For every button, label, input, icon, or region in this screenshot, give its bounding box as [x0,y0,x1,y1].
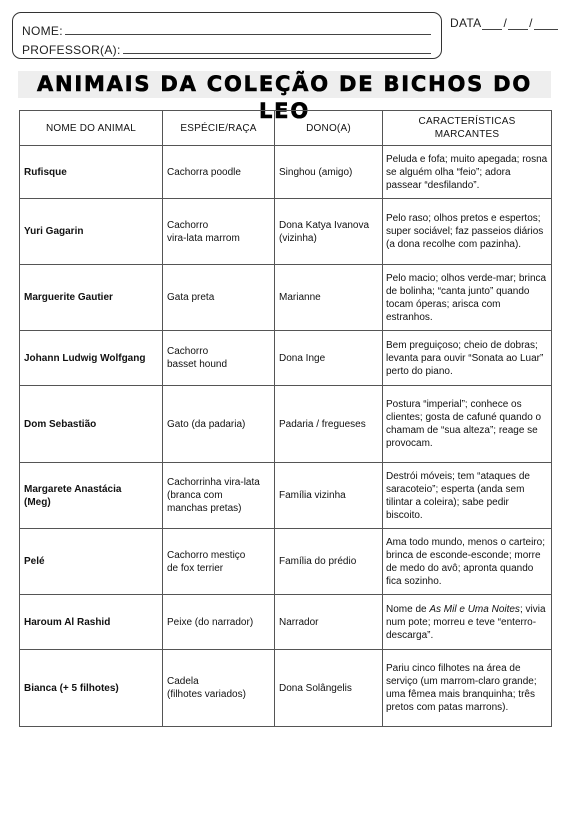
table-row [20,463,552,529]
date-month-blank[interactable] [508,19,528,30]
col-header-especie: ESPÉCIE/RAÇA [163,111,275,146]
table-header-row [20,111,552,146]
date-year-blank[interactable] [534,19,558,30]
book-title: As Mil e Uma Noites [429,603,520,615]
cell-especie: Gata preta [163,265,275,331]
cell-especie: Cadela (filhotes variados) [163,650,275,727]
cell-dono: Família vizinha [275,463,383,529]
cell-caracteristicas: Pelo raso; olhos pretos e espertos; super sociável; faz passeios diários (a dona recolhe com pazinha). [383,199,552,265]
cell-especie: Gato (da padaria) [163,386,275,463]
cell-caracteristicas: Pelo macio; olhos verde-mar; brinca de bolinha; “canta junto” quando tocam óperas; arisca com estranhos. [383,265,552,331]
date-field[interactable] [450,16,559,30]
cell-dono: Padaria / fregueses [275,386,383,463]
cell-caracteristicas: Peluda e fofa; muito apegada; rosna se alguém olha “feio”; adora passear “desfilando”. [383,146,552,199]
cell-nome: Haroum Al Rashid [20,595,163,650]
cell-dono: Dona Katya Ivanova (vizinha) [275,199,383,265]
cell-nome: Yuri Gagarin [20,199,163,265]
table-row [20,146,552,199]
table-row [20,265,552,331]
cell-especie: Cachorro mestiço de fox terrier [163,529,275,595]
table-row [20,199,552,265]
cell-dono: Marianne [275,265,383,331]
date-label: DATA [450,16,482,30]
cell-especie: Cachorrinha vira-lata (branca com manchas pretas) [163,463,275,529]
date-sep-1: / [503,16,508,30]
animals-table [19,110,552,727]
table-row [20,386,552,463]
cell-nome: Bianca (+ 5 filhotes) [20,650,163,727]
cell-especie: Peixe (do narrador) [163,595,275,650]
date-sep-2: / [529,16,533,30]
cell-dono: Singhou (amigo) [275,146,383,199]
cell-caracteristicas-text-post: ; vivia num pote; morreu e teve “enterro-descarga”. [386,603,546,641]
col-header-nome: NOME DO ANIMAL [20,111,163,146]
professor-line[interactable] [22,38,431,57]
table-row [20,650,552,727]
date-day-blank[interactable] [482,19,502,30]
student-info-box [12,12,442,59]
nome-label: NOME: [22,24,63,38]
cell-especie: Cachorro basset hound [163,331,275,386]
col-header-dono: DONO(A) [275,111,383,146]
professor-label: PROFESSOR(A): [22,43,121,57]
cell-nome: Marguerite Gautier [20,265,163,331]
cell-caracteristicas-text-pre: Nome de [386,603,430,615]
cell-dono: Narrador [275,595,383,650]
cell-nome: Dom Sebastião [20,386,163,463]
page-title-bar [18,71,551,123]
cell-nome: Rufisque [20,146,163,199]
cell-nome: Pelé [20,529,163,595]
col-header-caracteristicas: CARACTERÍSTICAS MARCANTES [383,111,552,146]
cell-caracteristicas: Bem preguiçoso; cheio de dobras; levanta para ouvir “Sonata ao Luar” perto do piano. [383,331,552,386]
nome-blank[interactable] [65,34,431,35]
cell-nome: Margarete Anastácia (Meg) [20,463,163,529]
table-row [20,529,552,595]
cell-especie: Cachorra poodle [163,146,275,199]
table-row [20,595,552,650]
cell-caracteristicas [383,595,552,650]
cell-nome: Johann Ludwig Wolfgang [20,331,163,386]
cell-caracteristicas: Destrói móveis; tem “ataques de saracoteio”; esperta (anda sem tilintar a coleira); sabe pedir biscoito. [383,463,552,529]
table-row [20,331,552,386]
cell-especie: Cachorro vira-lata marrom [163,199,275,265]
page-title: ANIMAIS DA COLEÇÃO DE BICHOS DO LEO [36,72,533,123]
nome-line[interactable] [22,19,431,38]
professor-blank[interactable] [123,53,431,54]
cell-caracteristicas: Postura “imperial”; conhece os clientes; gosta de cafuné quando o chamam de “sua alteza”; reage se provocam. [383,386,552,463]
cell-dono: Família do prédio [275,529,383,595]
cell-caracteristicas: Pariu cinco filhotes na área de serviço (um marrom-claro grande; uma fêmea mais branquinha; três pretos com patas marrons). [383,650,552,727]
cell-dono: Dona Inge [275,331,383,386]
cell-dono: Dona Solângelis [275,650,383,727]
cell-caracteristicas: Ama todo mundo, menos o carteiro; brinca de esconde-esconde; morre de medo do avô; apronta quando fica sozinho. [383,529,552,595]
